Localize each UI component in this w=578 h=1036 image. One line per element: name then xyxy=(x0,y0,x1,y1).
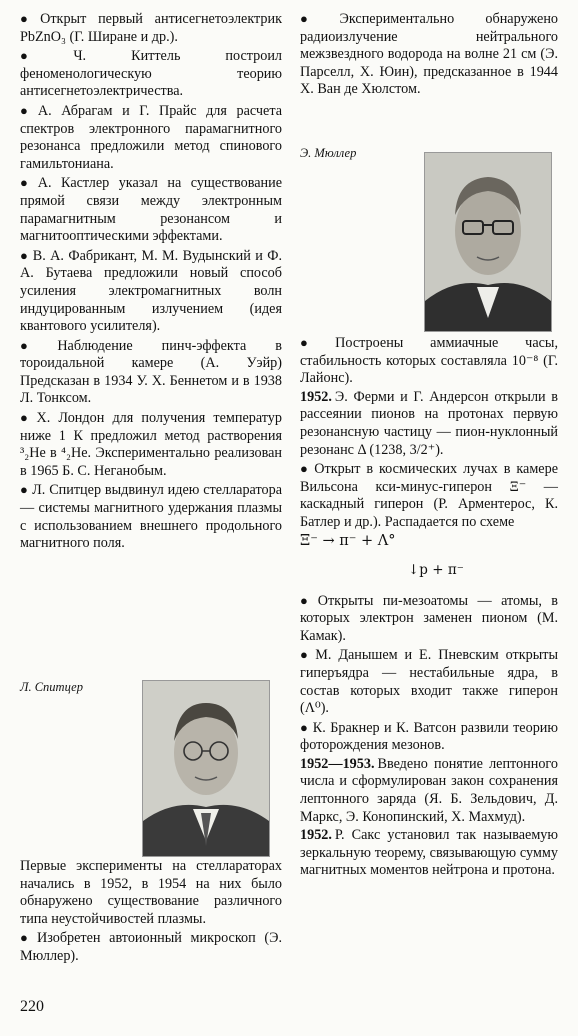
paragraph: 1952. Р. Сакс установил так называемую зеркальную теорему, связывающую сумму магнитных моментов нейтрона и протона. xyxy=(300,827,558,879)
photo-caption-muller: Э. Мюллер xyxy=(300,146,357,160)
paragraph: ● М. Данышем и Е. Пневским открыты гиперъядра — нестабильные ядра, в состав которых входит также гиперон (Λ⁰). xyxy=(300,647,558,717)
bullet-icon: ● xyxy=(20,11,37,26)
paragraph: 1952. Э. Ферми и Г. Андерсон открыли в рассеянии пионов на протонах первую резонансную частицу — пион-нуклонный резонанс Δ (1238, 3/2⁺). xyxy=(300,388,558,458)
paragraph: ● Открыт в космических лучах в камере Вильсона кси-минус-гиперон Ξ⁻ — каскадный гиперон (Р. Арментерос, К. Батлер и др.). Распадается по схеме xyxy=(300,461,558,530)
photo-caption-spitzer: Л. Спитцер xyxy=(20,680,83,694)
portrait-photo-spitzer xyxy=(142,680,270,857)
bullet-icon: ● xyxy=(20,48,70,64)
bullet-icon: ● xyxy=(20,337,54,353)
year-label: 1952. xyxy=(300,827,332,844)
portrait-image xyxy=(143,681,269,856)
right-column-top xyxy=(300,10,558,100)
bullet-icon: ● xyxy=(300,592,314,608)
decay-formula-sub: ↓p + π⁻ xyxy=(408,562,464,579)
right-column-bottom xyxy=(300,334,558,881)
page-number: 220 xyxy=(20,998,44,1015)
left-column xyxy=(20,10,282,554)
paragraph: ● А. Абрагам и Г. Прайс для расчета спектров электронного парамагнитного резонанса предложили метод спинового гамильтониана. xyxy=(20,102,282,172)
paragraph: ● Открыты пи-мезоатомы — атомы, в которых электрон заменен пионом (М. Камак). xyxy=(300,592,558,644)
bullet-icon: ● xyxy=(300,719,309,735)
year-label: 1952. xyxy=(300,388,332,405)
paragraph: Первые эксперименты на стеллараторах начались в 1952, в 1954 на них было обнаружено существование различного типа неустойчивостей плазмы. xyxy=(20,858,282,927)
bullet-icon: ● xyxy=(20,410,33,426)
portrait-image xyxy=(425,153,551,331)
paragraph: ● В. А. Фабрикант, М. М. Вудынский и Ф. А. Бутаева предложили новый способ усиления электромагнитных волн индуцированным излучением (идея квантового усилителя). xyxy=(20,247,282,335)
paragraph: ● А. Кастлер указал на существование прямой связи между электронным парамагнитным резонансом и магнитооптическими эффектами. xyxy=(20,175,282,245)
paragraph: ● Построены аммиачные часы, стабильность которых составляла 10⁻⁸ (Г. Лайонс). xyxy=(300,335,558,387)
decay-formula: Ξ⁻ → π⁻ + Λ° xyxy=(300,532,396,549)
paragraph: ● Наблюдение пинч-эффекта в тороидальной камере (А. Уэйр) Предсказан в 1934 У. Х. Беннетом и в 1938 Л. Тонксом. xyxy=(20,337,282,407)
paragraph: ● Открыт первый антисегнетоэлектрик PbZnO₃ (Г. Ширане и др.). xyxy=(20,11,282,45)
bullet-icon: ● xyxy=(300,11,336,26)
paragraph: ● Ч. Киттель построил феноменологическую теорию антисегнетоэлектричества. xyxy=(20,48,282,100)
year-label: 1952—1953. xyxy=(300,755,375,772)
paragraph: ● Л. Спитцер выдвинул идею стелларатора — системы магнитного удержания плазмы с использованием внешнего продольного магнитного поля. xyxy=(20,482,282,552)
bullet-icon: ● xyxy=(20,930,33,946)
portrait-photo-muller xyxy=(424,152,552,332)
paragraph: ● Х. Лондон для получения температур ниже 1 К предложил метод растворения ³₂He в ⁴₂He. Экспериментально реализован в 1965 Б. С. Неганобым. xyxy=(20,410,282,479)
bullet-icon: ● xyxy=(300,461,311,477)
paragraph: ● Экспериментально обнаружено радиоизлучение нейтрального межзвездного водорода на волне 21 см (Э. Парселл, Х. Юин), предсказанное в 1944 Х. Ван де Хюлстом. xyxy=(300,11,559,98)
bullet-icon: ● xyxy=(20,247,29,263)
bullet-icon: ● xyxy=(20,102,34,118)
paragraph: 1952—1953. Введено понятие лептонного числа и сформулирован закон сохранения лептонного заряда (Я. Б. Зельдович, Д. Маркс, Э. Конопинский, Х. Махмуд). xyxy=(300,755,558,825)
bullet-icon: ● xyxy=(300,335,332,350)
bullet-icon: ● xyxy=(20,482,29,498)
bullet-icon: ● xyxy=(20,175,34,191)
left-column-bottom xyxy=(20,858,282,967)
paragraph: ● Изобретен автоионный микроскоп (Э. Мюллер). xyxy=(20,930,282,964)
bullet-icon: ● xyxy=(300,647,312,663)
paragraph: ● К. Бракнер и К. Ватсон развили теорию фоторождения мезонов. xyxy=(300,719,558,754)
